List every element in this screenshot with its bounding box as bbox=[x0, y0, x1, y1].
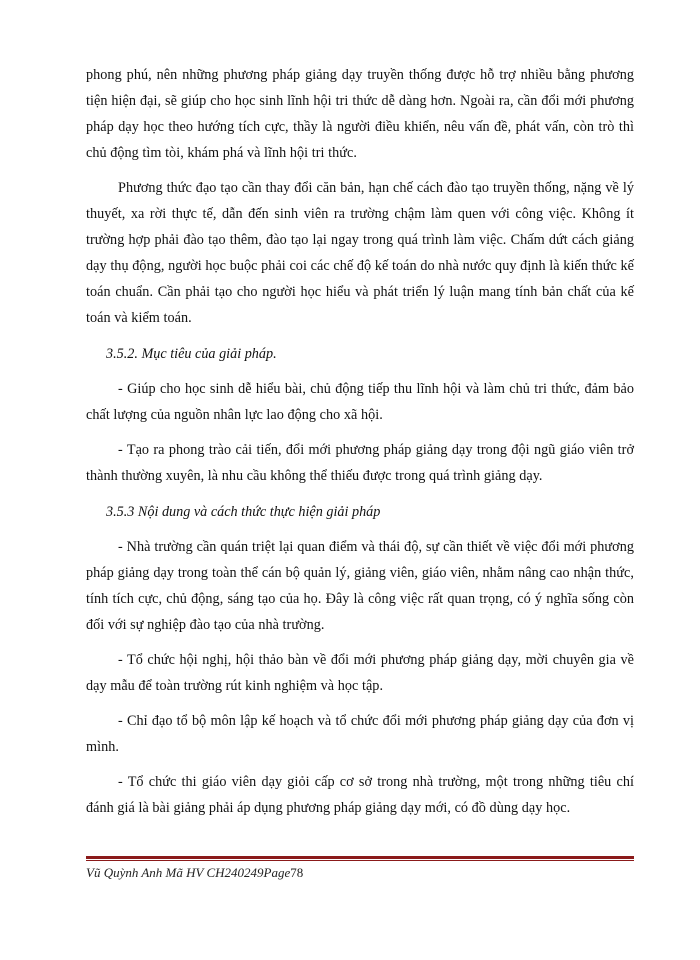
section-353-item-1: - Nhà trường cần quán triệt lại quan điểm và thái độ, sự cần thiết về việc đổi mới phương pháp giảng dạy trong toàn thể cán bộ quản lý, giảng viên, giáo viên, nhằm nâng cao nhận thức, tính tích cực, chủ động, sáng tạo của họ. Đây là công việc rất quan trọng, có ý nghĩa sống còn đối với sự nghiệp đào tạo của nhà trường. bbox=[86, 539, 634, 633]
footer-divider-thick bbox=[86, 856, 634, 859]
footer-divider bbox=[86, 856, 634, 862]
section-352-heading: 3.5.2. Mục tiêu của giải pháp. bbox=[106, 346, 277, 362]
section-353-item-2: - Tổ chức hội nghị, hội thảo bàn về đổi mới phương pháp giảng dạy, mời chuyên gia về dạy mẫu để toàn trường rút kinh nghiệm và học tập. bbox=[86, 652, 634, 694]
section-352-item-1: - Giúp cho học sinh dễ hiểu bài, chủ động tiếp thu lĩnh hội và làm chủ tri thức, đảm bảo chất lượng của nguồn nhân lực lao động cho xã hội. bbox=[86, 381, 634, 423]
section-353-heading: 3.5.3 Nội dung và cách thức thực hiện giải pháp bbox=[106, 504, 381, 520]
section-353-item-3: - Chỉ đạo tổ bộ môn lập kế hoạch và tổ chức đổi mới phương pháp giảng dạy của đơn vị mình. bbox=[86, 713, 634, 755]
section-353-item-4: - Tổ chức thi giáo viên dạy giỏi cấp cơ sở trong nhà trường, một trong những tiêu chí đánh giá là bài giảng phải áp dụng phương pháp giảng dạy mới, có đồ dùng dạy học. bbox=[86, 774, 634, 816]
paragraph-1: phong phú, nên những phương pháp giảng dạy truyền thống được hỗ trợ nhiều bằng phương tiện hiện đại, sẽ giúp cho học sinh lĩnh hội tri thức dễ dàng hơn. Ngoài ra, cần đổi mới phương pháp dạy học theo hướng tích cực, thầy là người điều khiển, nêu vấn đề, phát vấn, còn trò thì chủ động tìm tòi, khám phá và lĩnh hội tri thức. bbox=[86, 67, 634, 161]
page-footer bbox=[86, 864, 634, 882]
footer-page-number: 78 bbox=[290, 865, 304, 880]
section-352-item-2: - Tạo ra phong trào cải tiến, đổi mới phương pháp giảng dạy trong đội ngũ giáo viên trở thành thường xuyên, là nhu cầu không thể thiếu được trong quá trình giảng dạy. bbox=[86, 442, 634, 484]
paragraph-2: Phương thức đạo tạo cần thay đổi căn bản, hạn chế cách đào tạo truyền thống, nặng về lý thuyết, xa rời thực tế, dẫn đến sinh viên ra trường chậm làm quen với công việc. Không ít trường hợp phải đào tạo thêm, đào tạo lại ngay trong quá trình làm việc. Chấm dứt cách giảng dạy thụ động, người học buộc phải coi các chế độ kế toán do nhà nước quy định là kiến thức kế toán chuẩn. Cần phải tạo cho người học hiểu và phát triển lý luận mang tính bản chất của kế toán và kiểm toán. bbox=[86, 180, 634, 326]
document-body bbox=[86, 62, 634, 821]
footer-divider-thin bbox=[86, 860, 634, 861]
footer-author: Vũ Quỳnh Anh Mã HV CH240249Page bbox=[86, 865, 291, 880]
